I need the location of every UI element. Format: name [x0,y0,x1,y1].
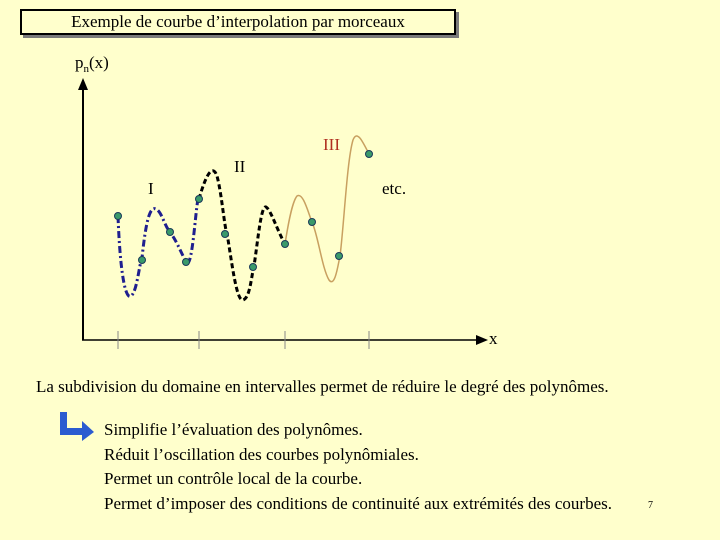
page-number: 7 [648,500,653,511]
segment-label-III: III [323,135,340,154]
node [250,264,257,271]
segment-label-I: I [148,179,154,198]
node [196,196,203,203]
list-item: Simplifie l’évaluation des polynômes. [104,420,363,439]
list-item: Permet d’imposer des conditions de continuité aux extrémités des courbes. [104,493,612,513]
segment-label-II: II [234,157,246,176]
node [282,241,289,248]
node [366,151,373,158]
subdivision-caption: La subdivision du domaine en intervalles permet de réduire le degré des polynômes. [36,377,609,396]
node [336,253,343,260]
slide-title: Exemple de courbe d’interpolation par morceaux [20,9,456,35]
benefits-list [104,418,612,516]
node [115,213,122,220]
node [139,257,146,264]
segment-label-etc: etc. [382,179,407,198]
node [183,259,190,266]
x-axis-arrowhead [476,335,488,345]
node [222,231,229,238]
list-item: Réduit l’oscillation des courbes polynômiales. [104,444,419,464]
node [167,229,174,236]
bent-arrow-icon [58,410,96,442]
y-axis-label: $p_n(x)$ [75,53,109,75]
curve-segment-II [199,171,285,300]
curve-segment-III [285,136,369,282]
curve-segment-I [118,199,198,296]
node [309,219,316,226]
list-item: Permet un contrôle local de la courbe. [104,469,363,488]
x-axis-label: x [489,329,498,348]
y-axis-arrowhead [78,78,88,90]
